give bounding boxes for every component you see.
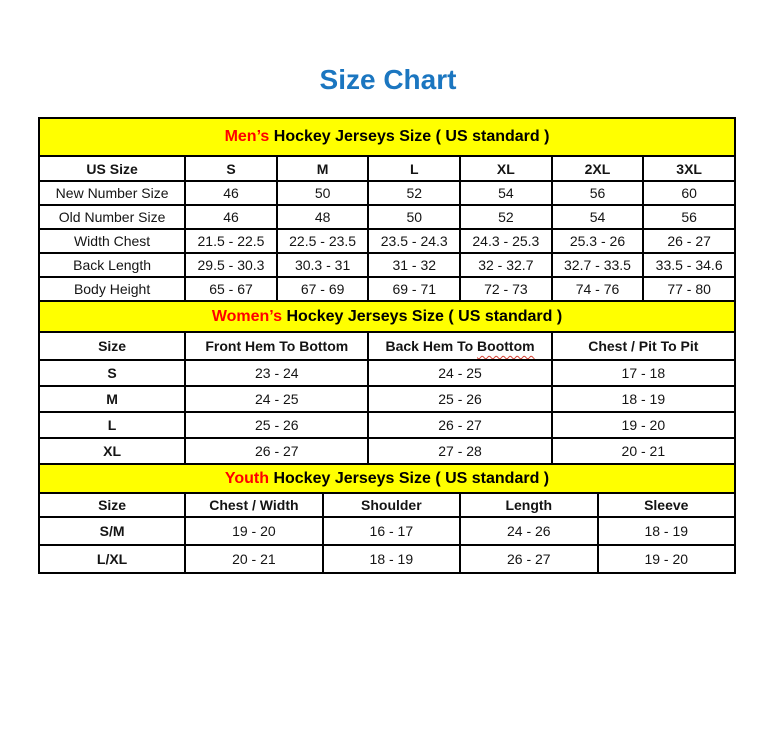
youth-header-row (39, 493, 735, 517)
womens-row-0 (39, 360, 735, 386)
mens-caption-accent: Men’s (224, 128, 270, 145)
mens-cell-3-4: 32 - 32.7 (460, 253, 552, 277)
womens-col-header-3: Chest / Pit To Pit (552, 332, 735, 360)
size-chart-tables (38, 117, 736, 574)
mens-cell-4-3: 69 - 71 (368, 277, 460, 301)
womens-cell-3-2: 27 - 28 (368, 438, 551, 464)
mens-cell-1-6: 56 (643, 205, 735, 229)
mens-cell-0-4: 54 (460, 181, 552, 205)
youth-cell-1-4: 19 - 20 (598, 545, 735, 573)
mens-cell-2-3: 23.5 - 24.3 (368, 229, 460, 253)
mens-cell-3-1: 29.5 - 30.3 (185, 253, 277, 277)
mens-cell-0-6: 60 (643, 181, 735, 205)
womens-row-1 (39, 386, 735, 412)
womens-header-row (39, 332, 735, 360)
youth-col-header-2: Shoulder (323, 493, 460, 517)
mens-col-header-6: 3XL (643, 156, 735, 181)
mens-cell-1-5: 54 (552, 205, 644, 229)
misspelled-word: Boottom (477, 338, 535, 354)
mens-row-2 (39, 229, 735, 253)
womens-col-header-1: Front Hem To Bottom (185, 332, 368, 360)
youth-caption-accent: Youth (224, 469, 269, 487)
mens-col-header-5: 2XL (552, 156, 644, 181)
mens-cell-2-0: Width Chest (39, 229, 185, 253)
youth-col-header-1: Chest / Width (185, 493, 322, 517)
mens-col-header-3: L (368, 156, 460, 181)
mens-cell-4-6: 77 - 80 (643, 277, 735, 301)
womens-cell-2-2: 26 - 27 (368, 412, 551, 438)
youth-row-0 (39, 517, 735, 545)
mens-row-1 (39, 205, 735, 229)
mens-cell-0-3: 52 (368, 181, 460, 205)
youth-caption-row (39, 464, 735, 493)
mens-cell-0-5: 56 (552, 181, 644, 205)
womens-cell-2-0: L (39, 412, 185, 438)
womens-cell-0-2: 24 - 25 (368, 360, 551, 386)
womens-cell-1-2: 25 - 26 (368, 386, 551, 412)
youth-row-1 (39, 545, 735, 573)
womens-cell-2-1: 25 - 26 (185, 412, 368, 438)
mens-cell-1-3: 50 (368, 205, 460, 229)
youth-cell-1-2: 18 - 19 (323, 545, 460, 573)
mens-header-row (39, 156, 735, 181)
mens-cell-3-2: 30.3 - 31 (277, 253, 369, 277)
womens-caption-accent: Women’s (211, 307, 283, 325)
womens-cell-3-0: XL (39, 438, 185, 464)
mens-cell-3-0: Back Length (39, 253, 185, 277)
mens-cell-2-6: 26 - 27 (643, 229, 735, 253)
mens-caption-row (39, 118, 735, 156)
youth-col-header-4: Sleeve (598, 493, 735, 517)
youth-cell-0-4: 18 - 19 (598, 517, 735, 545)
page-title: Size Chart (319, 64, 457, 95)
mens-cell-2-1: 21.5 - 22.5 (185, 229, 277, 253)
mens-cell-3-5: 32.7 - 33.5 (552, 253, 644, 277)
mens-cell-0-0: New Number Size (39, 181, 185, 205)
mens-cell-1-0: Old Number Size (39, 205, 185, 229)
mens-cell-1-4: 52 (460, 205, 552, 229)
mens-row-4 (39, 277, 735, 301)
mens-cell-4-1: 65 - 67 (185, 277, 277, 301)
womens-cell-1-3: 18 - 19 (552, 386, 735, 412)
womens-caption-row (39, 301, 735, 332)
womens-cell-0-0: S (39, 360, 185, 386)
mens-col-header-4: XL (460, 156, 552, 181)
mens-cell-2-4: 24.3 - 25.3 (460, 229, 552, 253)
mens-cell-2-2: 22.5 - 23.5 (277, 229, 369, 253)
womens-col-header-0: Size (39, 332, 185, 360)
mens-row-0 (39, 181, 735, 205)
womens-cell-3-1: 26 - 27 (185, 438, 368, 464)
womens-cell-0-1: 23 - 24 (185, 360, 368, 386)
mens-col-header-0: US Size (39, 156, 185, 181)
youth-cell-0-3: 24 - 26 (460, 517, 597, 545)
youth-cell-1-0: L/XL (39, 545, 185, 573)
mens-cell-1-2: 48 (277, 205, 369, 229)
womens-cell-3-3: 20 - 21 (552, 438, 735, 464)
mens-cell-4-0: Body Height (39, 277, 185, 301)
youth-cell-1-3: 26 - 27 (460, 545, 597, 573)
womens-col-header-2: Back Hem To Boottom (368, 332, 551, 360)
womens-cell-1-1: 24 - 25 (185, 386, 368, 412)
womens-size-table (38, 300, 736, 465)
womens-cell-1-0: M (39, 386, 185, 412)
mens-cell-4-4: 72 - 73 (460, 277, 552, 301)
womens-cell-0-3: 17 - 18 (552, 360, 735, 386)
youth-cell-0-2: 16 - 17 (323, 517, 460, 545)
mens-caption: Men’s Hockey Jerseys Size ( US standard ) (39, 118, 735, 156)
mens-col-header-1: S (185, 156, 277, 181)
mens-size-table (38, 117, 736, 302)
mens-cell-4-2: 67 - 69 (277, 277, 369, 301)
youth-cell-0-0: S/M (39, 517, 185, 545)
youth-col-header-3: Length (460, 493, 597, 517)
womens-cell-2-3: 19 - 20 (552, 412, 735, 438)
mens-cell-0-1: 46 (185, 181, 277, 205)
youth-cell-0-1: 19 - 20 (185, 517, 322, 545)
youth-cell-1-1: 20 - 21 (185, 545, 322, 573)
mens-row-3 (39, 253, 735, 277)
youth-size-table (38, 463, 736, 574)
mens-cell-4-5: 74 - 76 (552, 277, 644, 301)
mens-col-header-2: M (277, 156, 369, 181)
youth-col-header-0: Size (39, 493, 185, 517)
mens-cell-2-5: 25.3 - 26 (552, 229, 644, 253)
mens-cell-1-1: 46 (185, 205, 277, 229)
mens-cell-0-2: 50 (277, 181, 369, 205)
womens-caption: Women’s Hockey Jerseys Size ( US standard ) (39, 301, 735, 332)
womens-row-3 (39, 438, 735, 464)
womens-row-2 (39, 412, 735, 438)
mens-cell-3-3: 31 - 32 (368, 253, 460, 277)
mens-cell-3-6: 33.5 - 34.6 (643, 253, 735, 277)
youth-caption: Youth Hockey Jerseys Size ( US standard ) (39, 464, 735, 493)
